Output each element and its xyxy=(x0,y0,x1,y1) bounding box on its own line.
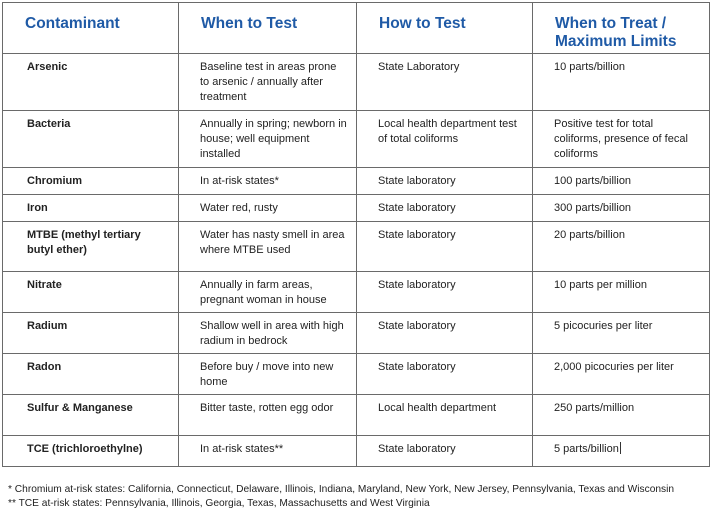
table-row xyxy=(3,354,710,395)
cell-when-to-test: Shallow well in area with high radium in bedrock xyxy=(179,313,357,354)
header-contaminant: Contaminant xyxy=(3,3,179,54)
cell-contaminant: Radium xyxy=(3,313,179,354)
cell-when-to-test: Baseline test in areas prone to arsenic / annually after treatment xyxy=(179,54,357,111)
cell-how-to-test: Local health department xyxy=(357,395,533,436)
cell-limits: 300 parts/billion xyxy=(533,195,710,222)
cell-how-to-test: State laboratory xyxy=(357,436,533,467)
cell-how-to-test: Local health department test of total coliforms xyxy=(357,111,533,168)
cell-how-to-test: State laboratory xyxy=(357,313,533,354)
table-row xyxy=(3,111,710,168)
footnote-chromium: * Chromium at-risk states: California, Connecticut, Delaware, Illinois, Indiana, Maryland, New York, New Jersey, Pennsylvania, Texas and Wisconsin xyxy=(8,484,675,495)
cell-limits: Positive test for total coliforms, presence of fecal coliforms xyxy=(533,111,710,168)
cell-contaminant: MTBE (methyl tertiary butyl ether) xyxy=(3,222,179,272)
cell-contaminant: TCE (trichloroethylne) xyxy=(3,436,179,467)
cell-contaminant: Nitrate xyxy=(3,272,179,313)
cell-how-to-test: State laboratory xyxy=(357,195,533,222)
cell-limits: 10 parts/billion xyxy=(533,54,710,111)
header-row xyxy=(3,3,710,54)
cell-how-to-test: State laboratory xyxy=(357,354,533,395)
table-row xyxy=(3,313,710,354)
contaminant-table xyxy=(2,2,710,467)
cell-contaminant: Chromium xyxy=(3,168,179,195)
cell-limits: 250 parts/million xyxy=(533,395,710,436)
cell-when-to-test: Before buy / move into new home xyxy=(179,354,357,395)
cell-contaminant: Sulfur & Manganese xyxy=(3,395,179,436)
cell-when-to-test: Annually in farm areas, pregnant woman in house xyxy=(179,272,357,313)
header-limits: When to Treat / Maximum Limits xyxy=(533,3,710,54)
table-row xyxy=(3,436,710,467)
table-row xyxy=(3,222,710,272)
cell-limits: 20 parts/billion xyxy=(533,222,710,272)
footnote-tce: ** TCE at-risk states: Pennsylvania, Illinois, Georgia, Texas, Massachusetts and West Virginia xyxy=(8,498,430,509)
cell-limits: 5 picocuries per liter xyxy=(533,313,710,354)
cell-when-to-test: Water has nasty smell in area where MTBE used xyxy=(179,222,357,272)
cell-limits: 2,000 picocuries per liter xyxy=(533,354,710,395)
cell-when-to-test: Annually in spring; newborn in house; well equipment installed xyxy=(179,111,357,168)
table-row xyxy=(3,272,710,313)
cell-contaminant: Radon xyxy=(3,354,179,395)
cell-when-to-test: Bitter taste, rotten egg odor xyxy=(179,395,357,436)
table-row xyxy=(3,395,710,436)
text-cursor xyxy=(620,442,621,454)
table-row xyxy=(3,54,710,111)
cell-limits: 5 parts/billion xyxy=(554,443,619,455)
cell-when-to-test: Water red, rusty xyxy=(179,195,357,222)
header-how-to-test: How to Test xyxy=(357,3,533,54)
cell-how-to-test: State laboratory xyxy=(357,222,533,272)
cell-limits: 100 parts/billion xyxy=(533,168,710,195)
cell-how-to-test: State laboratory xyxy=(357,168,533,195)
header-when-to-test: When to Test xyxy=(179,3,357,54)
footnotes xyxy=(8,483,674,511)
cell-when-to-test: In at-risk states** xyxy=(179,436,357,467)
cell-when-to-test: In at-risk states* xyxy=(179,168,357,195)
table-row xyxy=(3,195,710,222)
cell-contaminant: Arsenic xyxy=(3,54,179,111)
cell-how-to-test: State laboratory xyxy=(357,272,533,313)
cell-limits: 10 parts per million xyxy=(533,272,710,313)
cell-contaminant: Iron xyxy=(3,195,179,222)
table-row xyxy=(3,168,710,195)
cell-limits-editable[interactable] xyxy=(533,436,710,467)
cell-how-to-test: State Laboratory xyxy=(357,54,533,111)
cell-contaminant: Bacteria xyxy=(3,111,179,168)
